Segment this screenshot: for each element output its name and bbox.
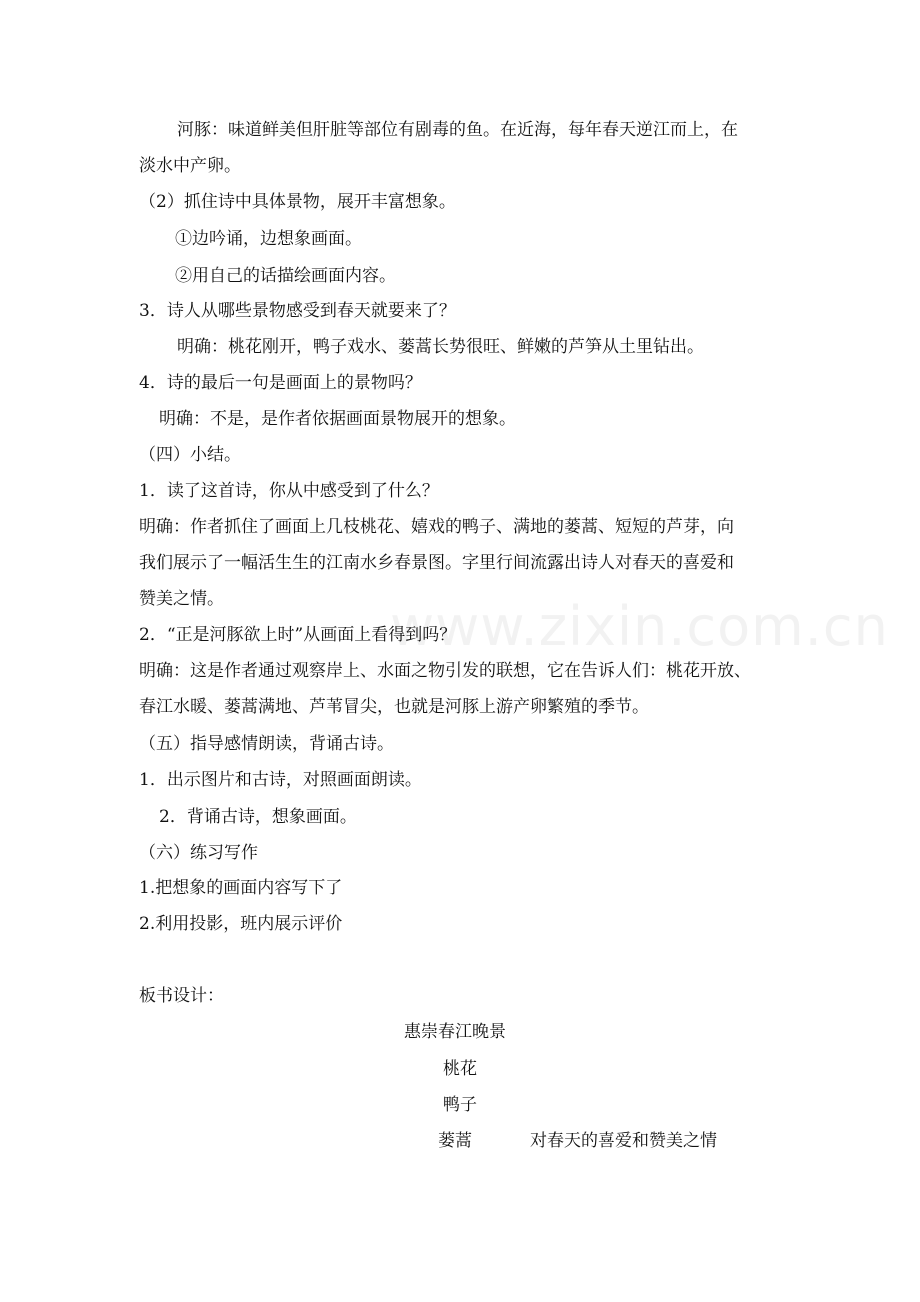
step-2-heading: （2）抓住诗中具体景物，展开丰富想象。	[139, 192, 456, 212]
section-5-item-1: 1．出示图片和古诗，对照画面朗读。	[139, 770, 422, 790]
summary-answer-1-line3: 赞美之情。	[139, 589, 224, 609]
board-item-peach-blossom: 桃花	[443, 1059, 477, 1079]
section-5-heading: （五）指导感情朗读，背诵古诗。	[139, 734, 394, 754]
section-6-item-1: 1.把想象的画面内容写下了	[139, 878, 343, 898]
section-4-heading: （四）小结。	[139, 445, 241, 465]
section-6-heading: （六）练习写作	[139, 843, 258, 863]
summary-answer-2-line1: 明确：这是作者通过观察岸上、水面之物引发的联想，它在告诉人们：桃花开放、	[139, 661, 751, 681]
board-poem-title: 惠崇春江晚景	[404, 1022, 506, 1042]
section-6-item-2: 2.利用投影，班内展示评价	[139, 914, 343, 934]
step-2-item-a: ①边吟诵，边想象画面。	[175, 229, 362, 249]
answer-3: 明确：桃花刚开，鸭子戏水、蒌蒿长势很旺、鲜嫩的芦笋从土里钻出。	[177, 337, 704, 357]
summary-answer-2-line2: 春江水暖、蒌蒿满地、芦苇冒尖，也就是河豚上游产卵繁殖的季节。	[139, 697, 649, 717]
watermark: www.zixin.com.cn	[390, 595, 889, 658]
question-3: 3．诗人从哪些景物感受到春天就要来了？	[139, 301, 456, 321]
summary-answer-1-line2: 我们展示了一幅活生生的江南水乡春景图。字里行间流露出诗人对春天的喜爱和	[139, 553, 734, 573]
question-4: 4．诗的最后一句是画面上的景物吗？	[139, 373, 422, 393]
step-2-item-b: ②用自己的话描绘画面内容。	[175, 266, 396, 286]
summary-question-2: 2．“正是河豚欲上时”从画面上看得到吗？	[139, 625, 457, 645]
board-summary: 对春天的喜爱和赞美之情	[530, 1131, 717, 1151]
answer-4: 明确：不是，是作者依据画面景物展开的想象。	[159, 409, 516, 429]
hetun-definition-line1: 河豚：味道鲜美但肝脏等部位有剧毒的鱼。在近海，每年春天逆江而上，在	[177, 120, 738, 140]
board-item-ducks: 鸭子	[443, 1095, 477, 1115]
summary-question-1: 1．读了这首诗，你从中感受到了什么？	[139, 481, 439, 501]
summary-answer-1-line1: 明确：作者抓住了画面上几枝桃花、嬉戏的鸭子、满地的蒌蒿、短短的芦芽，向	[139, 517, 734, 537]
hetun-definition-line2: 淡水中产卵。	[139, 156, 241, 176]
board-design-heading: 板书设计：	[139, 986, 224, 1006]
board-item-artemisia: 蒌蒿	[438, 1131, 472, 1151]
section-5-item-2: 2．背诵古诗，想象画面。	[159, 807, 357, 827]
